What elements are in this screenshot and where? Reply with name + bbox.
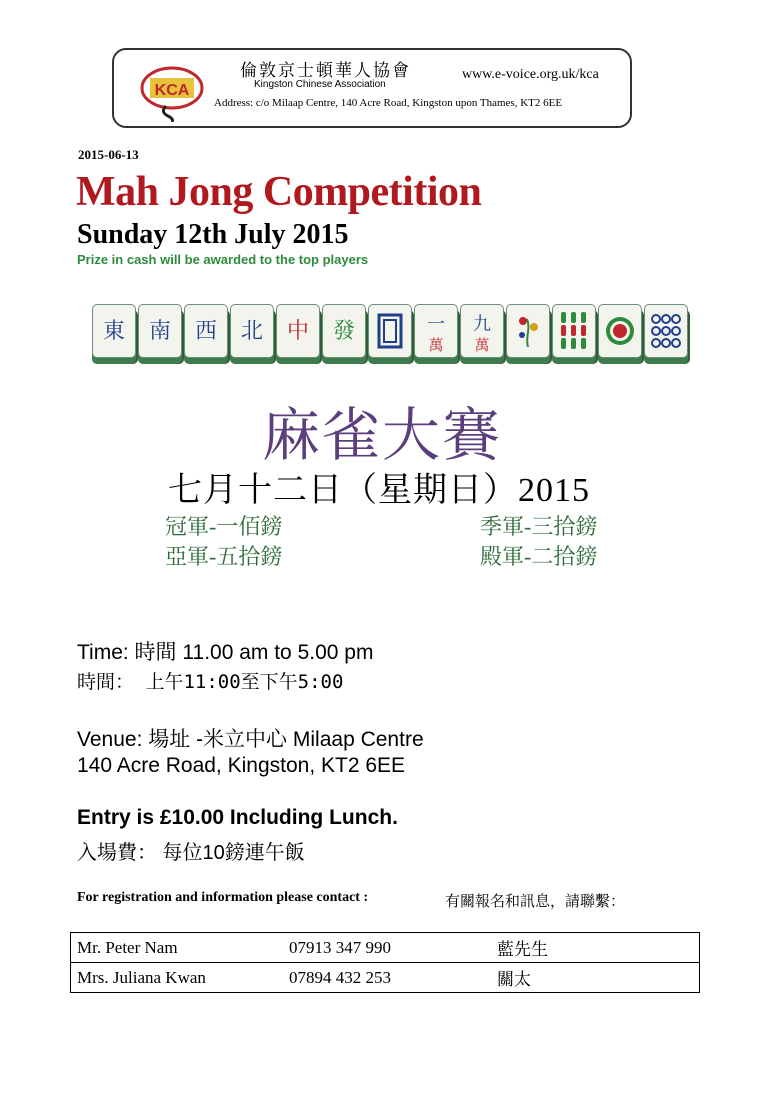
bamboo-tile-icon: [552, 304, 596, 358]
table-row: [71, 963, 700, 993]
mahjong-tiles-row: [92, 304, 688, 366]
green-dragon-tile-icon: [322, 304, 366, 358]
svg-text:東: 東: [102, 319, 126, 344]
svg-text:發: 發: [332, 319, 356, 344]
red-dragon-tile-icon: [276, 304, 320, 358]
white-dragon-tile-icon: [368, 304, 412, 358]
west-wind-tile-icon: [184, 304, 228, 358]
logo-text: KCA: [154, 82, 190, 99]
contact-lead-en: For registration and information please contact :: [77, 890, 369, 905]
svg-text:西: 西: [194, 319, 218, 344]
association-address: Address: c/o Milaap Centre, 140 Acre Road, Kingston upon Thames, KT2 6EE: [214, 97, 563, 109]
contact-name-zh: 藍先生: [491, 933, 700, 963]
entry-fee-en: Entry is £10.00 Including Lunch.: [77, 806, 398, 829]
contact-name: Mrs. Juliana Kwan: [71, 963, 284, 993]
contact-name: Mr. Peter Nam: [71, 933, 284, 963]
venue-line-1: Venue: 場址 -米立中心 Milaap Centre: [77, 728, 424, 751]
prize-note: Prize in cash will be awarded to the top players: [77, 252, 369, 267]
website-link[interactable]: www.e-voice.org.uk/kca: [462, 67, 599, 82]
time-en: Time: 時間 11.00 am to 5.00 pm: [77, 641, 374, 664]
prize-second: 亞軍-五拾鎊: [165, 544, 283, 569]
table-row: [71, 933, 700, 963]
kca-logo-icon: [136, 62, 208, 122]
page-title-zh: 麻雀大賽: [262, 403, 503, 468]
svg-text:九: 九: [473, 314, 491, 335]
one-character-tile-icon: [414, 304, 458, 358]
svg-text:一: 一: [427, 314, 445, 335]
event-date-zh: 七月十二日（星期日）2015: [168, 472, 590, 509]
venue-line-2: 140 Acre Road, Kingston, KT2 6EE: [77, 754, 406, 777]
association-name-zh: 倫敦京士頓華人協會: [240, 61, 411, 80]
time-zh: 時間： 上午11:00至下午5:00: [77, 671, 344, 693]
svg-text:中: 中: [286, 319, 310, 344]
one-circle-tile-icon: [598, 304, 642, 358]
flower-tile-icon: [506, 304, 550, 358]
event-date: Sunday 12th July 2015: [77, 219, 349, 250]
prize-third: 季軍-三拾鎊: [480, 514, 598, 539]
association-name-en: Kingston Chinese Association: [254, 79, 386, 90]
contact-phone[interactable]: 07913 347 990: [283, 933, 491, 963]
circles-tile-icon: [644, 304, 688, 358]
south-wind-tile-icon: [138, 304, 182, 358]
contact-phone[interactable]: 07894 432 253: [283, 963, 491, 993]
svg-text:萬: 萬: [428, 336, 444, 354]
svg-text:南: 南: [148, 319, 172, 344]
contact-name-zh: 關太: [491, 963, 700, 993]
prize-fourth: 殿軍-二拾鎊: [480, 544, 598, 569]
prize-first: 冠軍-一佰鎊: [165, 514, 283, 539]
contact-table: [70, 932, 700, 993]
east-wind-tile-icon: [92, 304, 136, 358]
page-title: Mah Jong Competition: [76, 169, 482, 215]
svg-text:萬: 萬: [474, 336, 490, 354]
north-wind-tile-icon: [230, 304, 274, 358]
nine-character-tile-icon: [460, 304, 504, 358]
svg-text:北: 北: [240, 319, 264, 344]
document-date: 2015-06-13: [78, 147, 139, 162]
contact-lead-zh: 有關報名和訊息，請聯繫：: [445, 894, 626, 910]
entry-fee-zh: 入場費： 每位10鎊連午飯: [77, 842, 305, 864]
